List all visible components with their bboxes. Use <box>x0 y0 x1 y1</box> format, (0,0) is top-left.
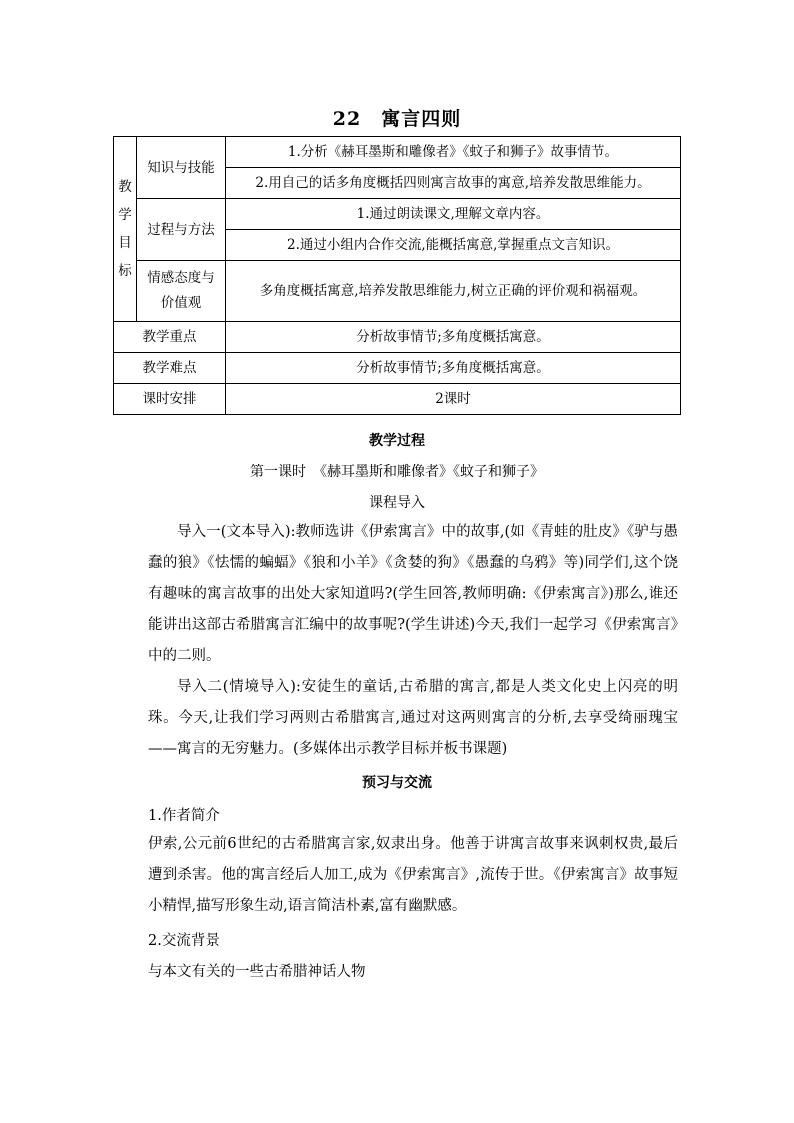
goals-label-char: 学 <box>118 207 132 223</box>
emotion-text: 多角度概括寓意,培养发散思维能力,树立正确的评价观和祸福观。 <box>226 261 681 322</box>
author-paragraph: 伊索,公元前6世纪的古希腊寓言家,奴隶出身。他善于讲寓言故事来讽刺权贵,最后遭到杀害。他的寓言经后人加工,成为《伊索寓言》,流传于世。《伊索寓言》故事短小精悍,描写形象生动,语言简洁朴素,富有幽默感。 <box>148 836 678 914</box>
goals-label-char: 目 <box>118 235 132 251</box>
knowledge-line-2: 2.用自己的话多角度概括四则寓言故事的寓意,培养发散思维能力。 <box>226 168 681 199</box>
process-line-2: 2.通过小组内合作交流,能概括寓意,掌握重点文言知识。 <box>226 230 681 261</box>
process-line-1: 1.通过朗读课文,理解文章内容。 <box>226 199 681 230</box>
goals-label-char: 教 <box>118 179 132 195</box>
preview-title: 预习与交流 <box>362 775 432 791</box>
emotion-label <box>137 261 226 322</box>
process-title: 教学过程 <box>369 433 425 449</box>
goals-label <box>114 137 137 322</box>
schedule-label: 课时安排 <box>114 384 226 415</box>
emotion-label-line-1: 情感态度与 <box>147 270 215 286</box>
schedule-text: 2课时 <box>226 384 681 415</box>
author-heading: 1.作者简介 <box>148 808 220 824</box>
knowledge-line-1: 1.分析《赫耳墨斯和雕像者》《蚊子和狮子》故事情节。 <box>226 137 681 168</box>
difficulties-text: 分析故事情节;多角度概括寓意。 <box>226 353 681 384</box>
intro-title: 课程导入 <box>369 495 425 511</box>
intro-paragraph-2: 导入二(情境导入):安徒生的童话,古希腊的寓言,都是人类文化史上闪亮的明珠。今天,让我们学习两则古希腊寓言,通过对这两则寓言的分析,去享受绮丽瑰宝——寓言的无穷魅力。(多媒体出示教学目标并板书课题) <box>148 679 678 757</box>
difficulties-label: 教学难点 <box>114 353 226 384</box>
key-points-text: 分析故事情节;多角度概括寓意。 <box>226 322 681 353</box>
key-points-label: 教学重点 <box>114 322 226 353</box>
lesson-line: 第一课时 《赫耳墨斯和雕像者》《蚊子和狮子》 <box>250 464 544 480</box>
background-text: 与本文有关的一些古希腊神话人物 <box>148 964 366 980</box>
emotion-label-line-2: 价值观 <box>160 295 202 311</box>
intro-paragraph-1: 导入一(文本导入):教师选讲《伊索寓言》中的故事,(如《青蛙的肚皮》《驴与愚蠢的狼》《怯懦的蝙蝠》《狼和小羊》《贪婪的狗》《愚蠢的乌鸦》等)同学们,这个饶有趣味的寓言故事的出处大家知道吗?(学生回答,教师明确:《伊索寓言》)那么,谁还能讲出这部古希腊寓言汇编中的故事呢?(学生讲述)今天,我们一起学习《伊索寓言》中的二则。 <box>148 524 678 664</box>
goals-label-char: 标 <box>118 263 132 279</box>
teaching-goals-table <box>113 136 681 415</box>
lesson-title: 22 寓言四则 <box>332 108 462 130</box>
background-heading: 2.交流背景 <box>148 933 220 949</box>
process-label: 过程与方法 <box>137 199 226 261</box>
knowledge-label: 知识与技能 <box>137 137 226 199</box>
